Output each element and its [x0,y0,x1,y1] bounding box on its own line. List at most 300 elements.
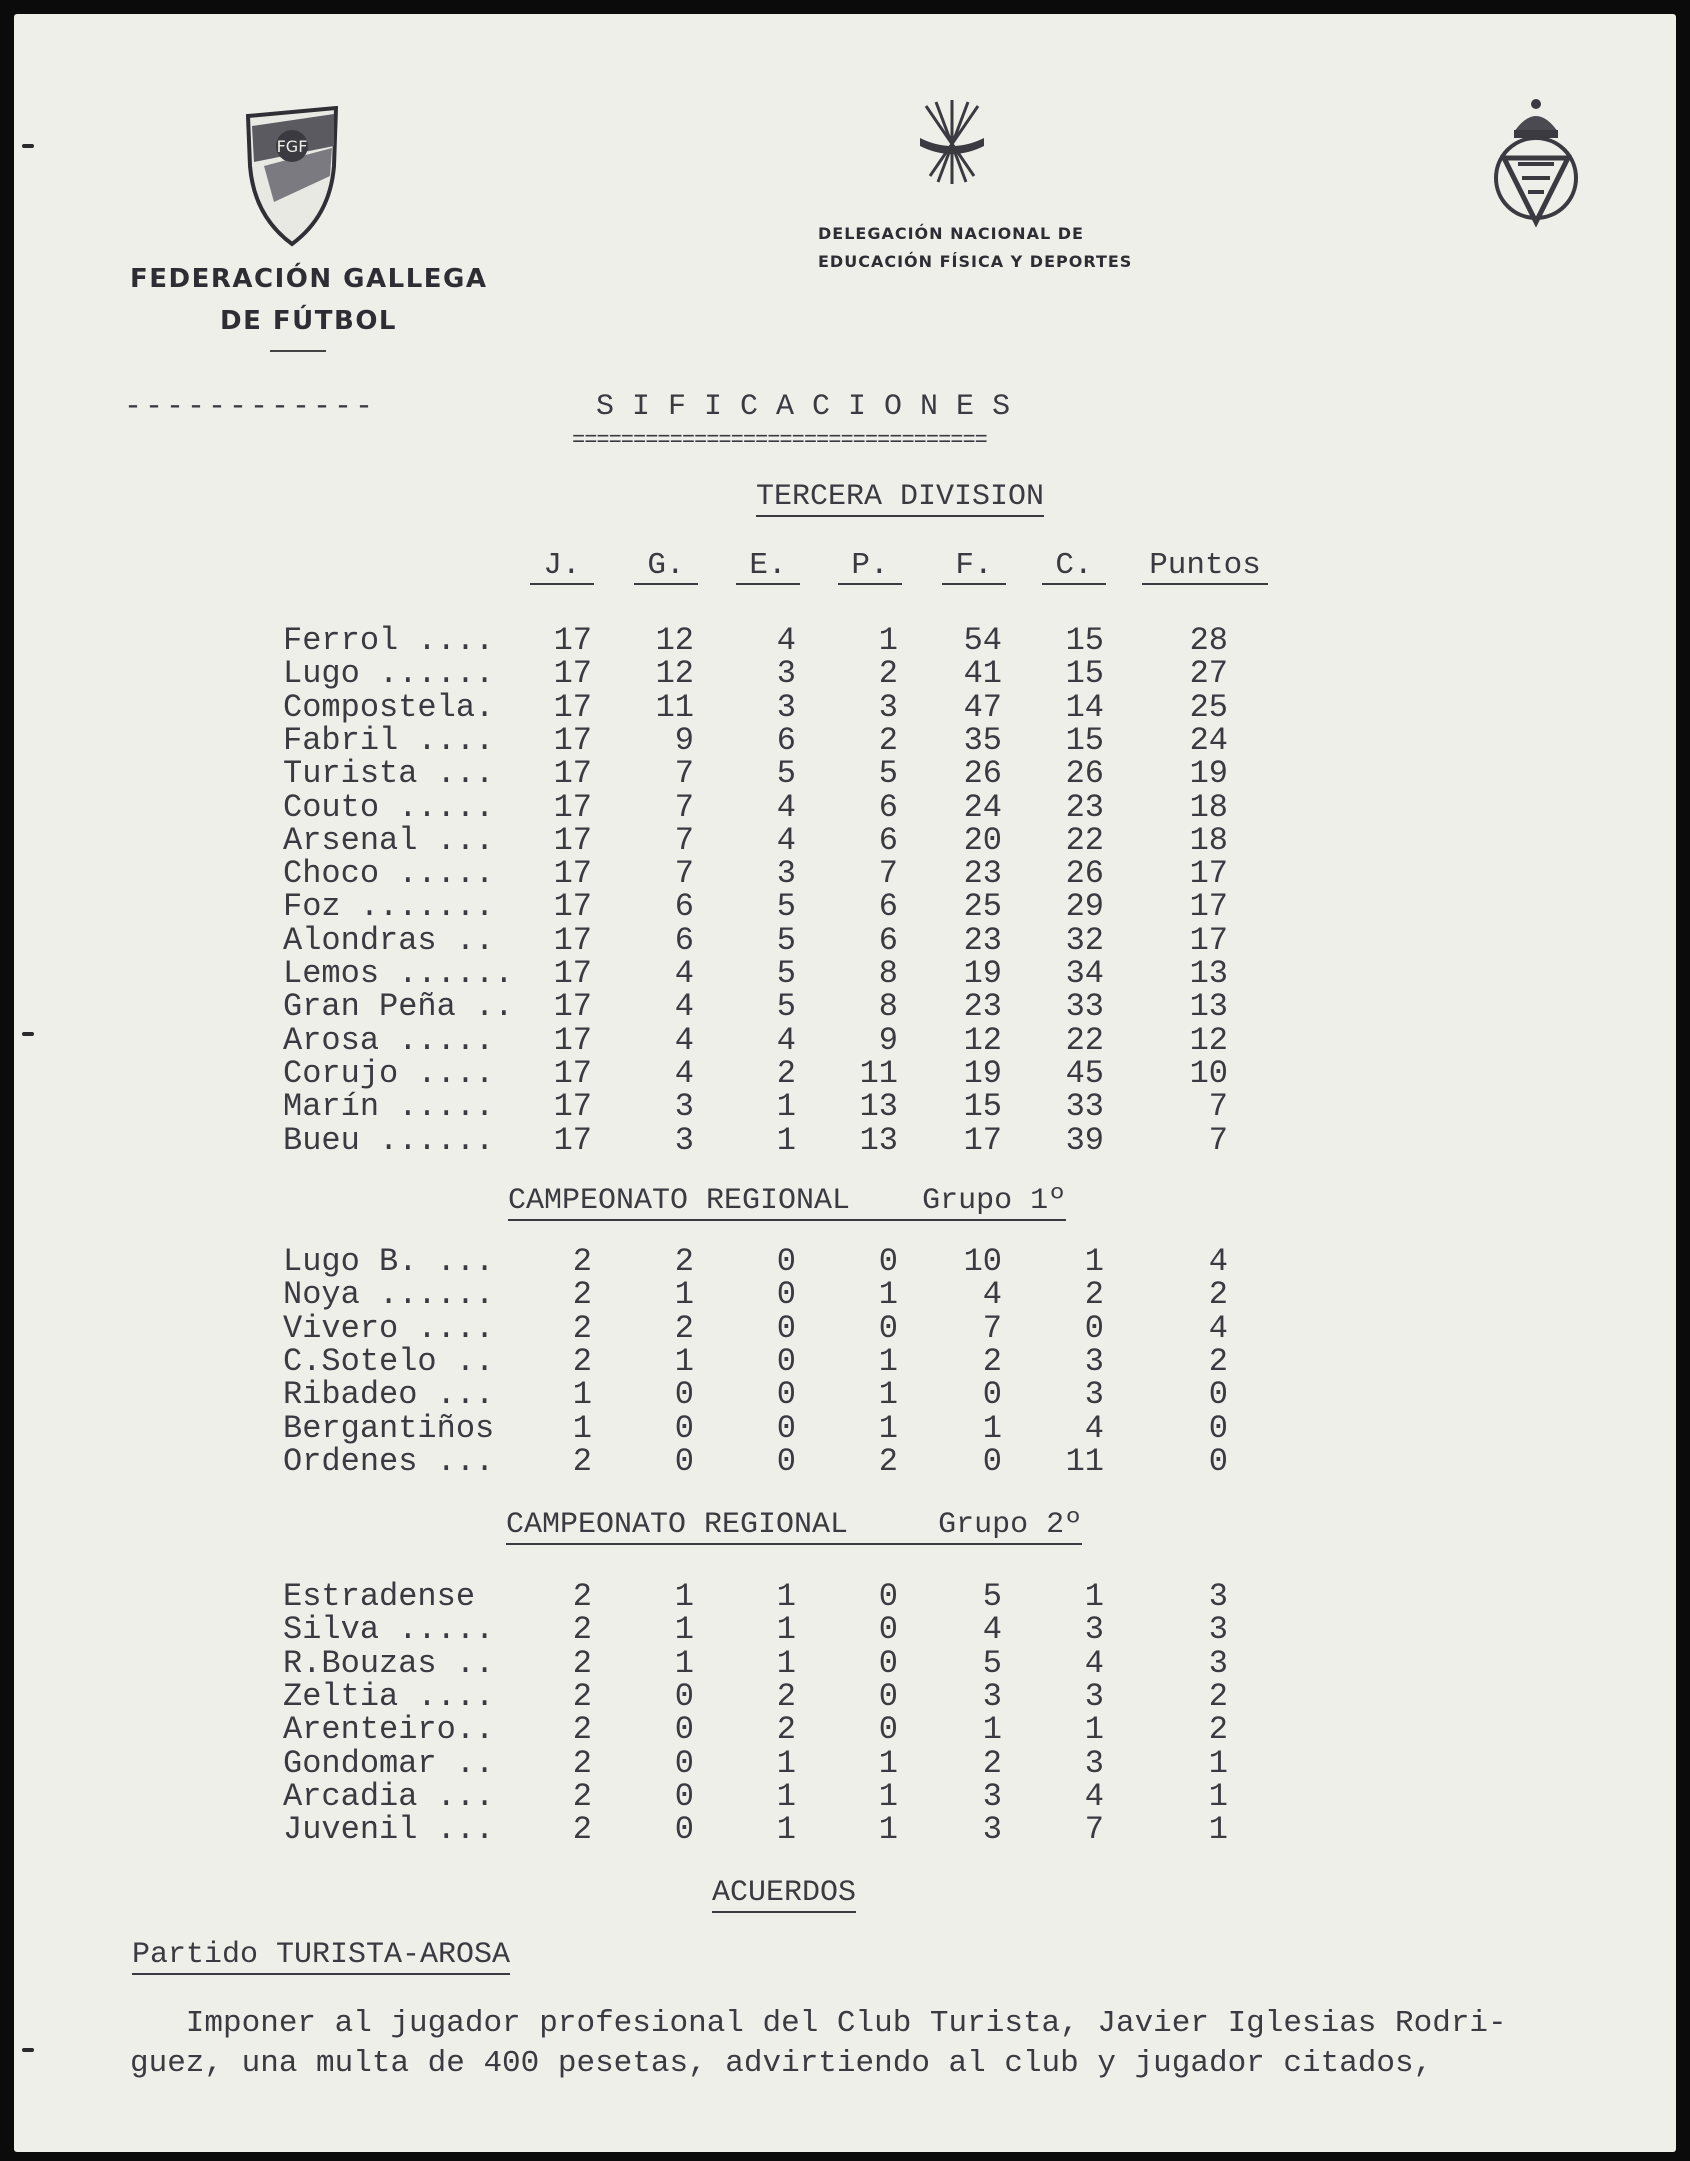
grupo1-heading [508,1184,1066,1221]
stat-cell: 1 [878,1777,898,1815]
stat-cell: 7 [1208,1121,1228,1159]
stat-cell: 5 [776,888,796,926]
acuerdos-heading: ACUERDOS [712,1876,856,1913]
stat-cell: 33 [1065,988,1104,1026]
stat-cell: 13 [859,1088,898,1126]
stat-cell: 2 [878,721,898,759]
stat-cell: 3 [1208,1578,1228,1615]
stat-cell: 6 [776,721,796,759]
stat-cell: 7 [674,821,694,859]
punch-mark [22,2048,34,2052]
stat-cell: 0 [776,1309,796,1347]
stat-cell: 0 [878,1243,898,1280]
stat-cell: 3 [1084,1342,1104,1380]
stat-cell: 7 [674,788,694,826]
stat-cell: 17 [553,1121,592,1159]
stat-cell: 0 [776,1243,796,1280]
stat-cell: 2 [572,1777,592,1815]
stat-cell: 4 [776,788,796,826]
stat-cell: 12 [655,655,694,693]
stat-cell: 0 [674,1677,694,1715]
stat-cell: 17 [553,788,592,826]
team-name: C.Sotelo .. [283,1342,495,1380]
stat-cell: 0 [982,1442,1002,1480]
stat-cell: 6 [674,921,694,959]
stat-cell: 4 [982,1611,1002,1649]
stat-cell: 32 [1065,921,1104,959]
team-name: Zeltia .... [283,1677,495,1715]
stat-cell: 2 [572,1578,592,1615]
table-row [0,721,1690,759]
table-row [0,1580,1690,1613]
stat-cell: 0 [878,1711,898,1749]
col-header-e: E. [736,548,800,585]
stat-cell: 3 [982,1677,1002,1715]
stat-cell: 2 [674,1243,694,1280]
stat-cell: 17 [553,988,592,1026]
team-name: Lugo ...... [283,655,495,693]
title-double-rule: ================================== [572,428,987,453]
stat-cell: 17 [1189,921,1228,959]
stat-cell: 1 [674,1276,694,1314]
stat-cell: 4 [982,1276,1002,1314]
table-row [0,655,1690,693]
stat-cell: 2 [572,1276,592,1314]
stat-cell: 3 [1084,1677,1104,1715]
yoke-arrows-emblem [916,96,988,188]
table-row [0,888,1690,926]
stat-cell: 24 [1189,721,1228,759]
stat-cell: 25 [963,888,1002,926]
stat-cell: 2 [1084,1276,1104,1314]
col-header-c: C. [1042,548,1106,585]
stat-cell: 3 [674,1121,694,1159]
stat-cell: 5 [776,988,796,1026]
table-row [0,821,1690,859]
table-row [0,1342,1690,1380]
team-name: Choco ..... [283,855,495,893]
stat-cell: 41 [963,655,1002,693]
team-name: Lugo B. ... [283,1243,495,1280]
stat-cell: 4 [674,1021,694,1059]
stat-cell: 3 [982,1777,1002,1815]
stat-cell: 2 [572,1309,592,1347]
stat-cell: 1 [572,1376,592,1414]
stat-cell: 8 [878,988,898,1026]
stat-cell: 2 [1208,1711,1228,1749]
col-header-puntos: Puntos [1142,548,1268,585]
stat-cell: 26 [1065,755,1104,793]
table-row [0,1276,1690,1314]
stat-cell: 0 [776,1342,796,1380]
stat-cell: 3 [776,855,796,893]
team-name: R.Bouzas .. [283,1644,495,1682]
team-name: Bueu ...... [283,1121,495,1159]
team-name: Arsenal ... [283,821,495,859]
table-row [0,1376,1690,1414]
stat-cell: 1 [1208,1811,1228,1849]
stat-cell: 2 [572,1677,592,1715]
stat-cell: 1 [982,1409,1002,1447]
federation-name-line2: DE FÚTBOL [220,306,397,336]
stat-cell: 2 [572,1243,592,1280]
stat-cell: 27 [1189,655,1228,693]
team-name: Foz ....... [283,888,495,926]
stat-cell: 35 [963,721,1002,759]
stat-cell: 15 [1065,721,1104,759]
stat-cell: 0 [674,1777,694,1815]
stat-cell: 1 [1084,1243,1104,1280]
grupo2-heading [506,1508,1082,1545]
svg-text:FGF: FGF [276,137,308,156]
stat-cell: 5 [878,755,898,793]
table-row [0,1677,1690,1715]
stat-cell: 17 [553,721,592,759]
table-row [0,1442,1690,1480]
stat-cell: 4 [776,622,796,659]
stat-cell: 4 [674,988,694,1026]
stat-cell: 1 [1208,1744,1228,1782]
stat-cell: 17 [553,1021,592,1059]
team-name: Turista ... [283,755,495,793]
team-name: Gondomar .. [283,1744,495,1782]
stat-cell: 1 [776,1777,796,1815]
stat-cell: 0 [1084,1309,1104,1347]
stat-cell: 18 [1189,821,1228,859]
stat-cell: 2 [1208,1342,1228,1380]
stat-cell: 1 [878,1276,898,1314]
stat-cell: 2 [776,1711,796,1749]
stat-cell: 6 [878,921,898,959]
stat-cell: 0 [776,1409,796,1447]
table-row [0,624,1690,657]
crown-crest-emblem [1484,92,1588,238]
stat-cell: 20 [963,821,1002,859]
table-row [0,1121,1690,1159]
stat-cell: 19 [1189,755,1228,793]
table-row [0,988,1690,1026]
stat-cell: 1 [878,1342,898,1380]
stat-cell: 15 [963,1088,1002,1126]
stat-cell: 3 [878,688,898,726]
stat-cell: 17 [553,688,592,726]
stat-cell: 24 [963,788,1002,826]
col-header-g: G. [634,548,698,585]
stat-cell: 13 [1189,955,1228,992]
team-name: Vivero .... [283,1309,495,1347]
stat-cell: 22 [1065,821,1104,859]
grupo2-heading-right: Grupo 2º [938,1508,1083,1542]
stat-cell: 26 [963,755,1002,793]
table-row [0,1644,1690,1682]
stat-cell: 13 [859,1121,898,1159]
team-name: Arosa ..... [283,1021,495,1059]
stat-cell: 17 [553,855,592,893]
stat-cell: 2 [572,1442,592,1480]
stat-cell: 1 [674,1644,694,1682]
stat-cell: 3 [982,1811,1002,1849]
table-row [0,957,1690,990]
stat-cell: 1 [878,1744,898,1782]
stat-cell: 45 [1065,1054,1104,1092]
team-name: Marín ..... [283,1088,495,1126]
stat-cell: 4 [674,1054,694,1092]
team-name: Silva ..... [283,1611,495,1649]
stat-cell: 1 [674,1342,694,1380]
col-header-p: P. [838,548,902,585]
team-name: Estradense [283,1578,476,1615]
stat-cell: 28 [1189,622,1228,659]
stat-cell: 39 [1065,1121,1104,1159]
stat-cell: 14 [1065,688,1104,726]
stat-cell: 17 [553,1088,592,1126]
stat-cell: 3 [1084,1611,1104,1649]
table-row [0,1711,1690,1749]
team-name: Lemos ...... [283,955,514,992]
stat-cell: 7 [1084,1811,1104,1849]
stat-cell: 17 [553,955,592,992]
stat-cell: 26 [1065,855,1104,893]
stat-cell: 54 [963,622,1002,659]
stat-cell: 6 [674,888,694,926]
stat-cell: 1 [1208,1777,1228,1815]
stat-cell: 5 [776,921,796,959]
stat-cell: 4 [776,1021,796,1059]
table-row [0,688,1690,726]
stat-cell: 0 [674,1442,694,1480]
team-name: Couto ..... [283,788,495,826]
stat-cell: 0 [1208,1409,1228,1447]
stat-cell: 17 [553,755,592,793]
acuerdos-subheading: Partido TURISTA-AROSA [132,1938,510,1975]
stat-cell: 0 [878,1677,898,1715]
stat-cell: 11 [859,1054,898,1092]
table-row [0,1245,1690,1278]
stat-cell: 1 [572,1409,592,1447]
stat-cell: 1 [776,1088,796,1126]
stat-cell: 2 [572,1611,592,1649]
stat-cell: 6 [878,788,898,826]
stat-cell: 1 [776,1611,796,1649]
stat-cell: 0 [1208,1376,1228,1414]
stat-cell: 11 [1065,1442,1104,1480]
team-name: Fabril .... [283,721,495,759]
stat-cell: 12 [1189,1021,1228,1059]
stat-cell: 0 [674,1811,694,1849]
stat-cell: 17 [1189,888,1228,926]
stat-cell: 1 [878,622,898,659]
stat-cell: 4 [674,955,694,992]
stat-cell: 2 [572,1342,592,1380]
stat-cell: 4 [1208,1243,1228,1280]
stat-cell: 0 [674,1409,694,1447]
grupo1-heading-right: Grupo 1º [922,1184,1067,1218]
stat-cell: 9 [674,721,694,759]
stat-cell: 1 [1084,1711,1104,1749]
stat-cell: 0 [776,1276,796,1314]
stat-cell: 23 [963,988,1002,1026]
stat-cell: 33 [1065,1088,1104,1126]
stat-cell: 1 [776,1578,796,1615]
stat-cell: 5 [776,755,796,793]
stat-cell: 2 [572,1644,592,1682]
title-dashes: ------------ [124,390,377,424]
team-name: Gran Peña .. [283,988,514,1026]
stat-cell: 11 [655,688,694,726]
stat-cell: 3 [1084,1376,1104,1414]
stat-cell: 17 [553,1054,592,1092]
tercera-division-heading: TERCERA DIVISION [756,480,1044,517]
stat-cell: 0 [776,1442,796,1480]
stat-cell: 19 [963,955,1002,992]
team-name: Compostela. [283,688,495,726]
stat-cell: 17 [553,821,592,859]
stat-cell: 17 [553,655,592,693]
stat-cell: 1 [674,1611,694,1649]
stat-cell: 15 [1065,622,1104,659]
stat-cell: 7 [1208,1088,1228,1126]
stat-cell: 2 [982,1342,1002,1380]
stat-cell: 1 [776,1744,796,1782]
stat-cell: 1 [776,1644,796,1682]
table-row [0,788,1690,826]
acuerdos-paragraph-line2: guez, una multa de 400 pesetas, advirtiendo al club y jugador citados, [130,2046,1433,2081]
stat-cell: 0 [1208,1442,1228,1480]
table-row [0,1744,1690,1782]
stat-cell: 0 [878,1578,898,1615]
table-row [0,755,1690,793]
stat-cell: 2 [572,1711,592,1749]
stat-cell: 3 [1208,1644,1228,1682]
stat-cell: 0 [674,1711,694,1749]
federation-rule [270,350,326,352]
stat-cell: 3 [776,688,796,726]
stat-cell: 6 [878,888,898,926]
table-row [0,855,1690,893]
stat-cell: 29 [1065,888,1104,926]
stat-cell: 1 [1084,1578,1104,1615]
stat-cell: 0 [878,1611,898,1649]
federation-name-line1: FEDERACIÓN GALLEGA [130,264,488,294]
table-row [0,1021,1690,1059]
team-name: Noya ...... [283,1276,495,1314]
stat-cell: 17 [553,921,592,959]
stat-cell: 6 [878,821,898,859]
team-name: Corujo .... [283,1054,495,1092]
stat-cell: 2 [1208,1677,1228,1715]
stat-cell: 13 [1189,988,1228,1026]
stat-cell: 17 [553,622,592,659]
stat-cell: 2 [776,1054,796,1092]
stat-cell: 8 [878,955,898,992]
stat-cell: 5 [982,1578,1002,1615]
stat-cell: 0 [878,1644,898,1682]
stat-cell: 0 [982,1376,1002,1414]
stat-cell: 7 [674,855,694,893]
table-row [0,1611,1690,1649]
stat-cell: 2 [776,1677,796,1715]
delegation-line2: EDUCACIÓN FÍSICA Y DEPORTES [818,252,1133,271]
stat-cell: 3 [674,1088,694,1126]
stat-cell: 23 [1065,788,1104,826]
stat-cell: 2 [1208,1276,1228,1314]
stat-cell: 34 [1065,955,1104,992]
team-name: Alondras .. [283,921,495,959]
team-name: Ordenes ... [283,1442,495,1480]
stat-cell: 4 [776,821,796,859]
table-row [0,1777,1690,1815]
delegation-line1: DELEGACIÓN NACIONAL DE [818,224,1084,243]
stat-cell: 0 [674,1376,694,1414]
document-title: S I F I C A C I O N E S [596,390,1011,424]
stat-cell: 4 [1084,1644,1104,1682]
stat-cell: 3 [1084,1744,1104,1782]
stat-cell: 1 [776,1121,796,1159]
stat-cell: 1 [674,1578,694,1615]
table-row [0,1409,1690,1447]
stat-cell: 15 [1065,655,1104,693]
team-name: Arcadia ... [283,1777,495,1815]
stat-cell: 5 [776,955,796,992]
punch-mark [22,144,34,148]
stat-cell: 17 [553,888,592,926]
table-row [0,1088,1690,1126]
stat-cell: 9 [878,1021,898,1059]
acuerdos-paragraph-line1: Imponer al jugador profesional del Club Turista, Javier Iglesias Rodri- [130,2006,1507,2041]
grupo1-heading-left: CAMPEONATO REGIONAL [508,1184,851,1218]
stat-cell: 10 [1189,1054,1228,1092]
stat-cell: 1 [776,1811,796,1849]
stat-cell: 25 [1189,688,1228,726]
stat-cell: 12 [963,1021,1002,1059]
table-row [0,1811,1690,1849]
team-name: Ferrol .... [283,622,495,659]
stat-cell: 2 [572,1811,592,1849]
col-header-j: J. [530,548,594,585]
stat-cell: 23 [963,855,1002,893]
stat-cell: 18 [1189,788,1228,826]
stat-cell: 23 [963,921,1002,959]
stat-cell: 7 [878,855,898,893]
table-row [0,1309,1690,1347]
stat-cell: 17 [1189,855,1228,893]
stat-cell: 5 [982,1644,1002,1682]
stat-cell: 12 [655,622,694,659]
stat-cell: 2 [572,1744,592,1782]
stat-cell: 2 [878,1442,898,1480]
stat-cell: 0 [674,1744,694,1782]
federation-shield-logo [244,106,340,248]
stat-cell: 1 [878,1811,898,1849]
stat-cell: 17 [963,1121,1002,1159]
stat-cell: 47 [963,688,1002,726]
stat-cell: 4 [1084,1777,1104,1815]
stat-cell: 1 [878,1409,898,1447]
team-name: Arenteiro.. [283,1711,495,1749]
stat-cell: 2 [674,1309,694,1347]
stat-cell: 1 [982,1711,1002,1749]
stat-cell: 10 [963,1243,1002,1280]
table-row [0,921,1690,959]
stat-cell: 7 [982,1309,1002,1347]
col-header-f: F. [942,548,1006,585]
team-name: Bergantiños [283,1409,495,1447]
stat-cell: 2 [878,655,898,693]
stat-cell: 0 [776,1376,796,1414]
grupo2-heading-left: CAMPEONATO REGIONAL [506,1508,849,1542]
team-name: Ribadeo ... [283,1376,495,1414]
stat-cell: 7 [674,755,694,793]
